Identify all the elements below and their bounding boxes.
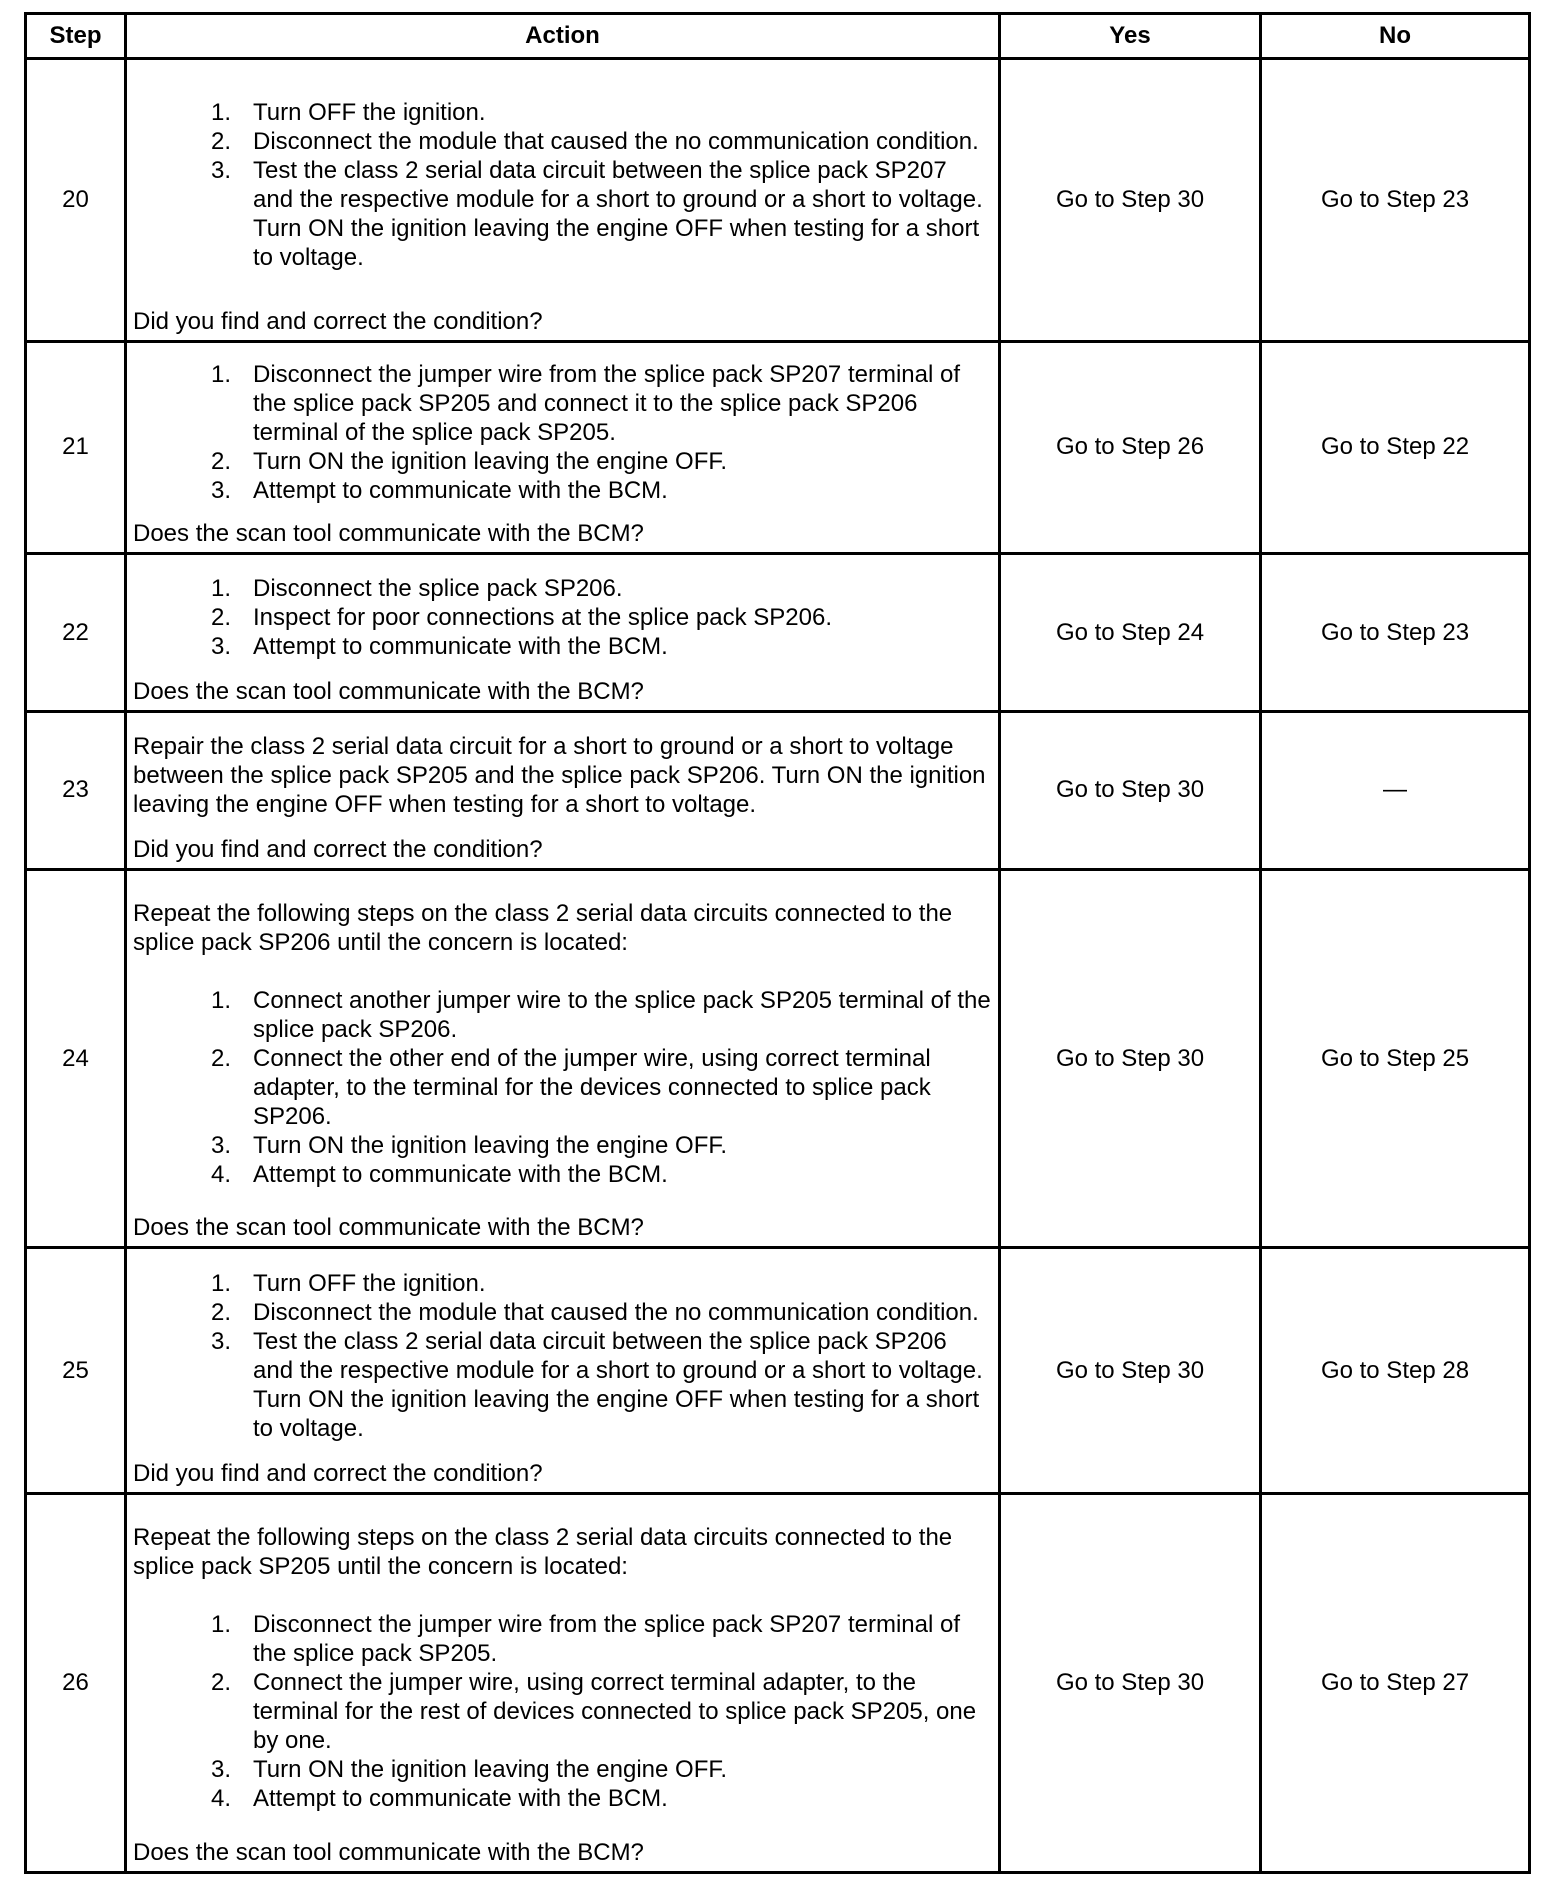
list-item-text: Test the class 2 serial data circuit between the splice pack SP206 and the respective module for a short to ground or a short to voltage. Turn ON the ignition leaving the engine OFF when testing for a short to voltage. — [253, 1327, 983, 1442]
list-item — [133, 476, 992, 505]
action-cell — [126, 341, 1000, 554]
list-item-text: Turn ON the ignition leaving the engine OFF. — [253, 1131, 728, 1159]
action-steps-list — [133, 1269, 992, 1443]
list-item-text: Connect another jumper wire to the splice pack SP205 terminal of the splice pack SP206. — [253, 986, 991, 1043]
list-item-text: Disconnect the jumper wire from the splice pack SP207 terminal of the splice pack SP205. — [253, 1611, 960, 1668]
list-item-text: Attempt to communicate with the BCM. — [253, 1160, 668, 1188]
list-item-text: Disconnect the module that caused the no communication condition. — [253, 127, 979, 155]
list-item-number: 3 . — [133, 476, 239, 505]
list-item-number: 4 . — [133, 1160, 239, 1189]
action-cell — [126, 1494, 1000, 1873]
list-item-text: Connect the other end of the jumper wire, using correct terminal adapter, to the terminal for the devices connected to splice pack SP206. — [253, 1044, 931, 1130]
step-number: 25 — [26, 1248, 126, 1494]
list-item — [133, 603, 992, 632]
step-number: 20 — [26, 59, 126, 342]
diagnostic-table — [24, 12, 1531, 1874]
table-row — [26, 59, 1530, 342]
yes-result: Go to Step 26 — [1000, 341, 1261, 554]
list-item-text: Connect the jumper wire, using correct terminal adapter, to the terminal for the rest of devices connected to splice pack SP205, one by one. — [253, 1669, 977, 1755]
list-item — [133, 447, 992, 476]
yes-result: Go to Step 30 — [1000, 1494, 1261, 1873]
list-item-number: 2 . — [133, 1298, 239, 1327]
yes-result: Go to Step 24 — [1000, 554, 1261, 712]
list-item-text: Disconnect the module that caused the no communication condition. — [253, 1298, 979, 1326]
header-action: Action — [126, 14, 1000, 59]
list-item-number: 3 . — [133, 632, 239, 661]
action-question: Did you find and correct the condition? — [133, 1460, 543, 1488]
action-steps-list — [133, 574, 992, 661]
table-row — [26, 1248, 1530, 1494]
list-item-number: 1 . — [133, 574, 239, 603]
action-question: Did you find and correct the condition? — [133, 835, 543, 863]
no-result: Go to Step 22 — [1261, 341, 1530, 554]
no-result: Go to Step 25 — [1261, 869, 1530, 1248]
list-item — [133, 156, 992, 272]
action-cell — [126, 712, 1000, 870]
table-row — [26, 1494, 1530, 1873]
no-result: — — [1261, 712, 1530, 870]
list-item-number: 2 . — [133, 447, 239, 476]
header-yes: Yes — [1000, 14, 1261, 59]
header-row — [26, 14, 1530, 59]
list-item — [133, 1327, 992, 1443]
list-item-number: 2 . — [133, 1044, 239, 1131]
action-question: Did you find and correct the condition? — [133, 307, 543, 335]
list-item-number: 1 . — [133, 1610, 239, 1668]
list-item-text: Turn OFF the ignition. — [253, 1269, 486, 1297]
step-number: 23 — [26, 712, 126, 870]
list-item — [133, 986, 992, 1044]
step-number: 24 — [26, 869, 126, 1248]
list-item — [133, 98, 992, 127]
list-item-number: 1 . — [133, 360, 239, 447]
list-item-text: Turn OFF the ignition. — [253, 98, 486, 126]
list-item-number: 2 . — [133, 603, 239, 632]
list-item — [133, 360, 992, 447]
list-item-text: Disconnect the splice pack SP206. — [253, 575, 623, 603]
yes-result: Go to Step 30 — [1000, 712, 1261, 870]
list-item-number: 3 . — [133, 1327, 239, 1443]
action-cell — [126, 59, 1000, 342]
list-item-number: 4 . — [133, 1784, 239, 1813]
table-row — [26, 712, 1530, 870]
action-steps-list — [133, 1610, 992, 1813]
list-item-text: Attempt to communicate with the BCM. — [253, 1785, 668, 1813]
list-item — [133, 1610, 992, 1668]
list-item-number: 1 . — [133, 1269, 239, 1298]
table-row — [26, 554, 1530, 712]
list-item — [133, 574, 992, 603]
action-cell — [126, 554, 1000, 712]
list-item — [133, 1131, 992, 1160]
list-item-number: 1 . — [133, 986, 239, 1044]
list-item-number: 3 . — [133, 1755, 239, 1784]
list-item-text: Turn ON the ignition leaving the engine OFF. — [253, 1756, 728, 1784]
list-item-text: Attempt to communicate with the BCM. — [253, 633, 668, 661]
no-result: Go to Step 28 — [1261, 1248, 1530, 1494]
action-intro: Repeat the following steps on the class 2 serial data circuits connected to the splice pack SP206 until the concern is located: — [133, 899, 953, 956]
list-item-number: 3 . — [133, 1131, 239, 1160]
yes-result: Go to Step 30 — [1000, 869, 1261, 1248]
list-item-number: 3 . — [133, 156, 239, 272]
yes-result: Go to Step 30 — [1000, 1248, 1261, 1494]
action-cell — [126, 1248, 1000, 1494]
list-item — [133, 1044, 992, 1131]
list-item — [133, 127, 992, 156]
no-result: Go to Step 27 — [1261, 1494, 1530, 1873]
list-item — [133, 1755, 992, 1784]
list-item-number: 2 . — [133, 1668, 239, 1755]
action-question: Does the scan tool communicate with the BCM? — [133, 520, 644, 548]
list-item — [133, 1298, 992, 1327]
list-item — [133, 1269, 992, 1298]
list-item-text: Attempt to communicate with the BCM. — [253, 476, 668, 504]
step-number: 22 — [26, 554, 126, 712]
list-item — [133, 1160, 992, 1189]
action-steps-list — [133, 98, 992, 272]
action-intro: Repeat the following steps on the class 2 serial data circuits connected to the splice pack SP205 until the concern is located: — [133, 1524, 953, 1581]
step-number: 21 — [26, 341, 126, 554]
list-item — [133, 632, 992, 661]
list-item-text: Inspect for poor connections at the splice pack SP206. — [253, 604, 833, 632]
header-step: Step — [26, 14, 126, 59]
no-result: Go to Step 23 — [1261, 554, 1530, 712]
no-result: Go to Step 23 — [1261, 59, 1530, 342]
yes-result: Go to Step 30 — [1000, 59, 1261, 342]
table-row — [26, 341, 1530, 554]
header-no: No — [1261, 14, 1530, 59]
action-question: Does the scan tool communicate with the BCM? — [133, 1839, 644, 1866]
action-question: Does the scan tool communicate with the BCM? — [133, 678, 644, 706]
list-item-text: Test the class 2 serial data circuit between the splice pack SP207 and the respective module for a short to ground or a short to voltage. Turn ON the ignition leaving the engine OFF when testing for a short to voltage. — [253, 156, 983, 271]
step-number: 26 — [26, 1494, 126, 1873]
action-steps-list — [133, 360, 992, 505]
list-item-text: Disconnect the jumper wire from the splice pack SP207 terminal of the splice pack SP205 and connect it to the splice pack SP206 terminal of the splice pack SP205. — [253, 360, 960, 446]
action-question: Does the scan tool communicate with the BCM? — [133, 1214, 644, 1242]
list-item-number: 1 . — [133, 98, 239, 127]
list-item-text: Turn ON the ignition leaving the engine OFF. — [253, 447, 728, 475]
action-intro: Repair the class 2 serial data circuit for a short to ground or a short to voltage between the splice pack SP205 and the splice pack SP206. Turn ON the ignition leaving the engine OFF when testing for a short to voltage. — [133, 732, 986, 818]
table-row — [26, 869, 1530, 1248]
action-cell — [126, 869, 1000, 1248]
list-item-number: 2 . — [133, 127, 239, 156]
action-steps-list — [133, 986, 992, 1189]
list-item — [133, 1784, 992, 1813]
list-item — [133, 1668, 992, 1755]
